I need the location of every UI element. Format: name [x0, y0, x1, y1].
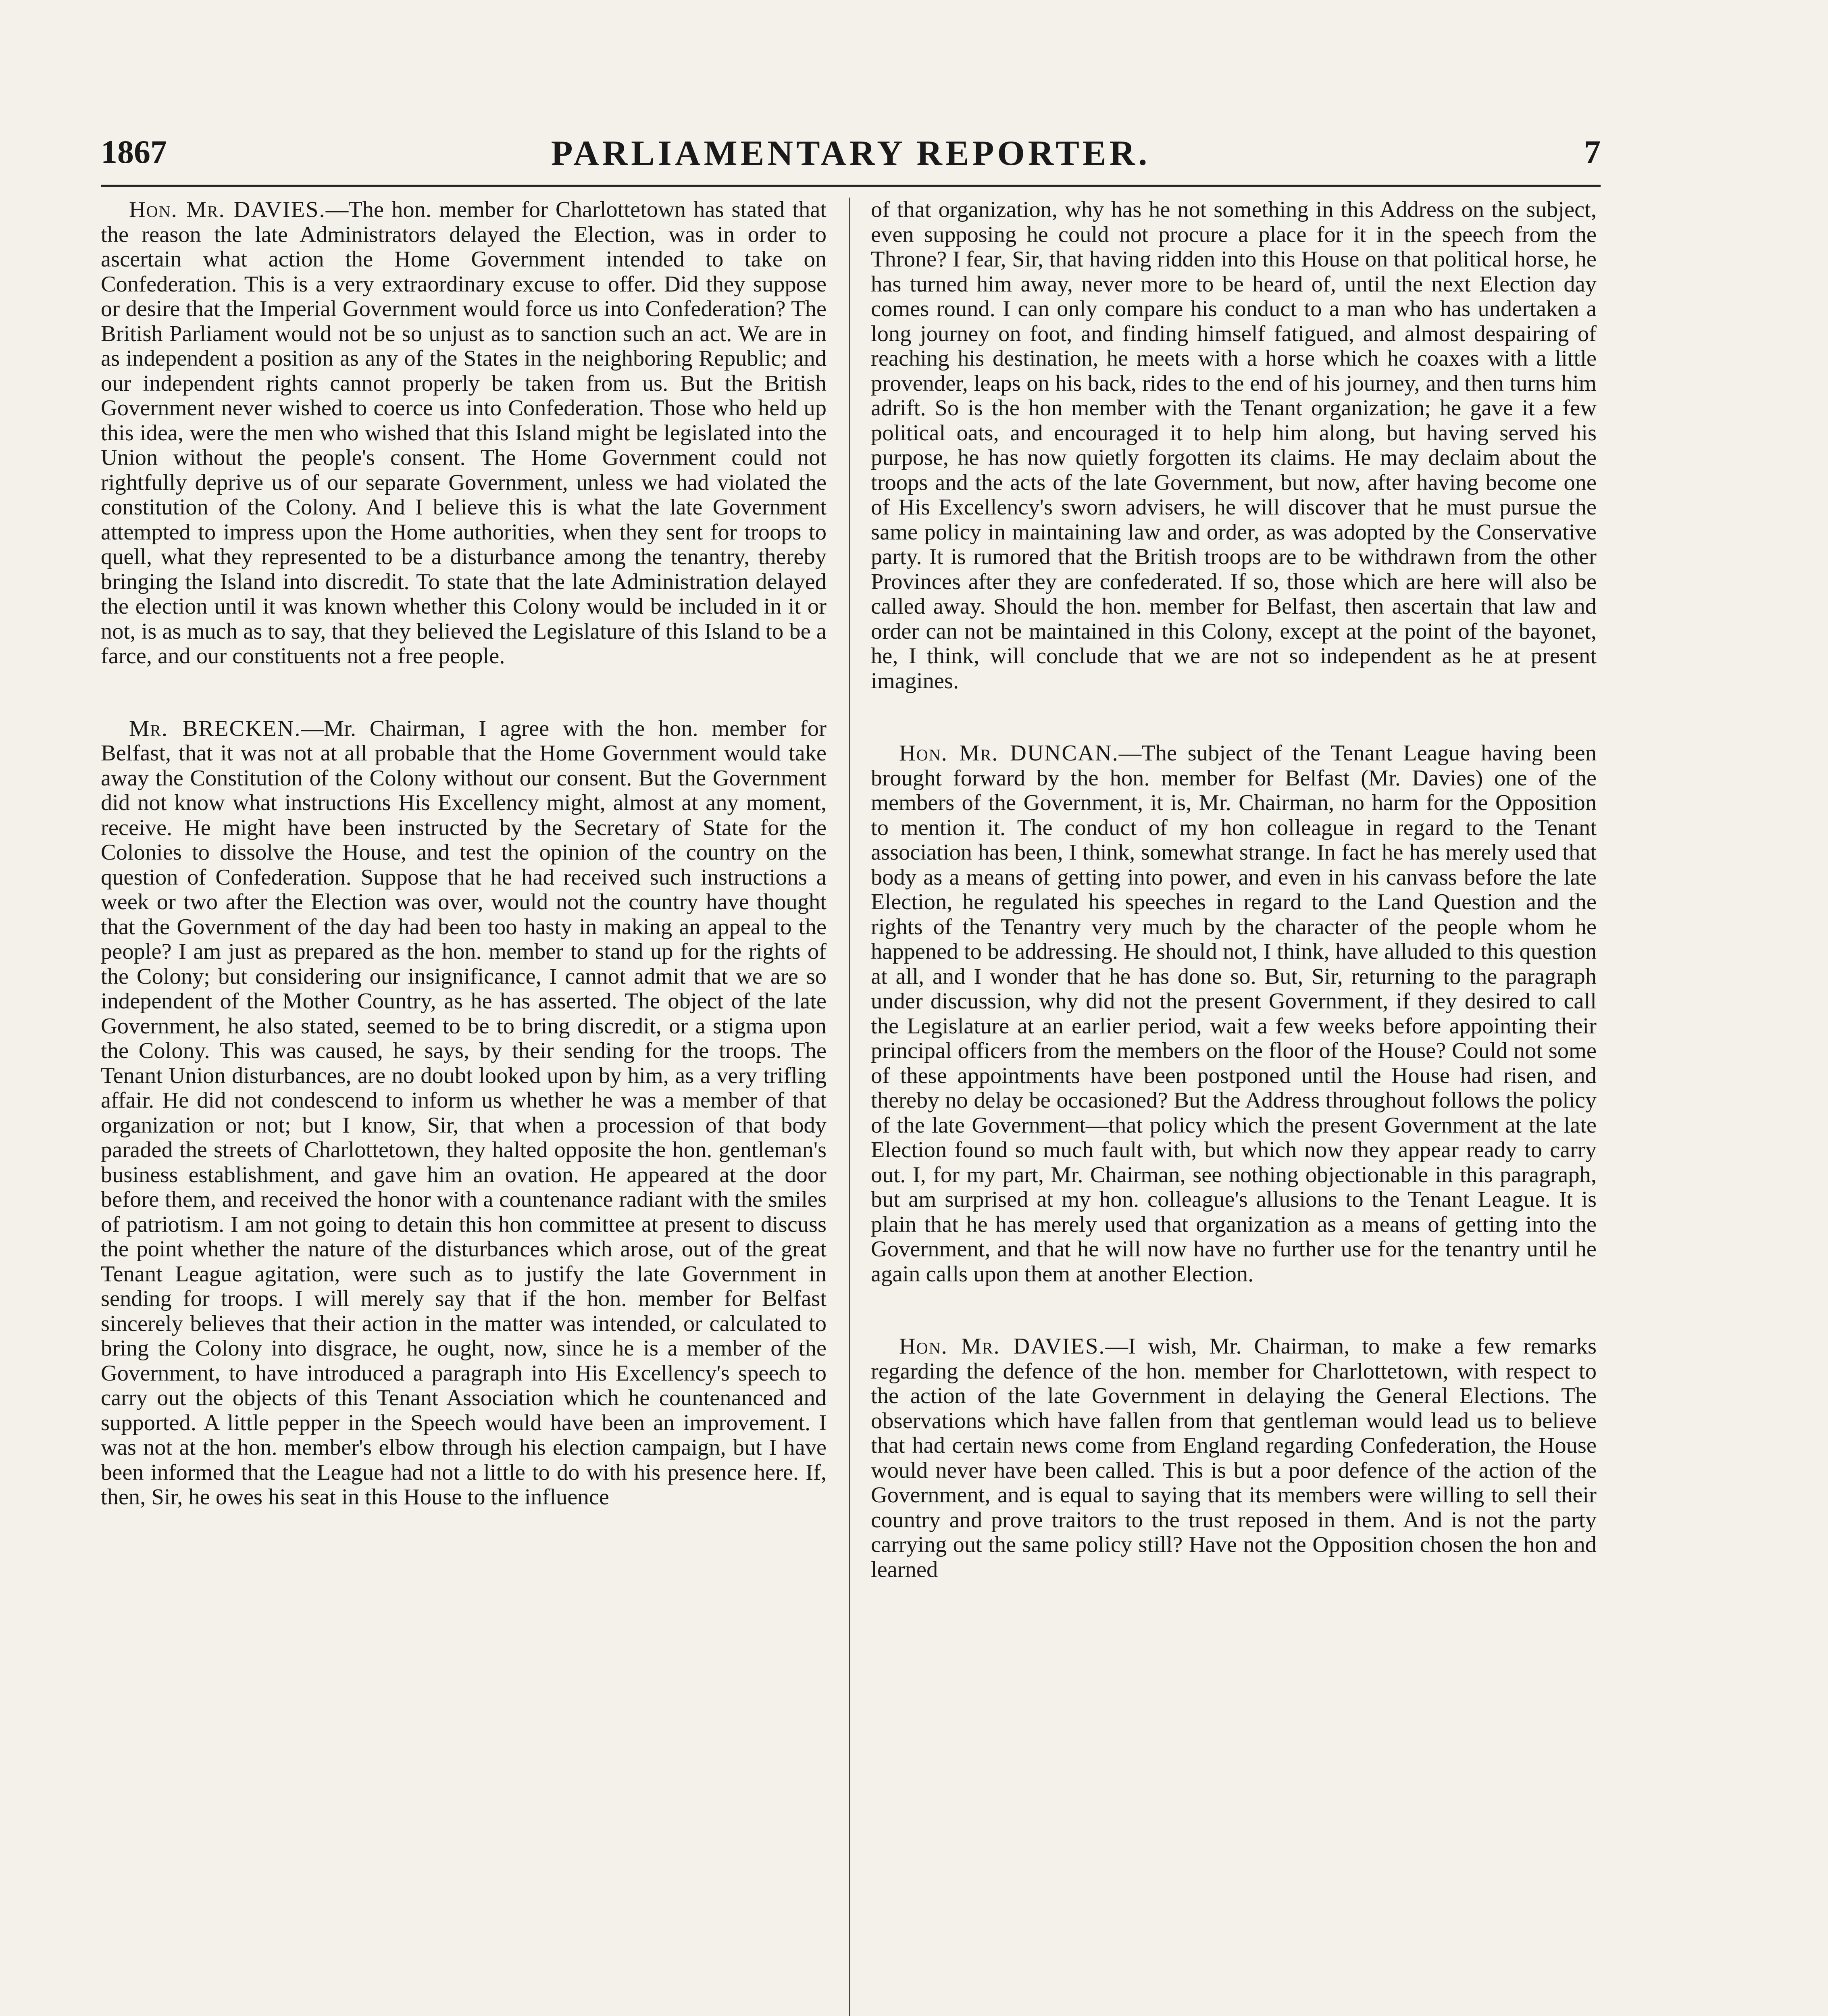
- left-column: [101, 198, 827, 1558]
- page-header: [101, 133, 1601, 185]
- speaker-name: Hon. Mr. DUNCAN.: [899, 741, 1119, 766]
- speech-brecken-continued: [871, 198, 1597, 694]
- speech-duncan: [871, 741, 1597, 1287]
- speaker-name: Mr. BRECKEN.: [129, 716, 301, 741]
- header-page-number: 7: [1584, 133, 1601, 170]
- speech-text: —The subject of the Tenant League having been brought forward by the hon. member for Belfast (Mr. Davies) one of the members of the Government, it is, Mr. Chairman, no harm for the Opposition to mention it. The conduct of my hon colleague in regard to the Tenant association has been, I think, somewhat strange. In fact he has merely used that body as a means of getting into power, and even in his canvass before the late Election, he regulated his speeches in regard to the Land Question and the rights of the Tenantry very much by the character of the people whom he happened to be addressing. He should not, I think, have alluded to this question at all, and I wonder that he has done so. But, Sir, returning to the paragraph under discussion, why did not the present Government, if they desired to call the Legislature at an earlier period, wait a few weeks before appointing their principal officers from the members on the floor of the House? Could not some of these appointments have been postponed until the House had risen, and thereby no delay be occasioned? But the Address throughout follows the policy of the late Government—that policy which the present Government at the late Election found so much fault with, but which now they appear ready to carry out. I, for my part, Mr. Chairman, see nothing objectionable in this paragraph, but am surprised at my hon. colleague's allusions to the Tenant League. It is plain that he has merely used that organization as a means of getting into the Government, and that he will now have no further use for the tenantry until he again calls upon them at another Election.: [871, 741, 1597, 1287]
- speech-text: —The hon. member for Charlottetown has stated that the reason the late Administrators delayed the Election, was in order to ascertain what action the Home Government intended to take on Confederation. This is a very extraordinary excuse to offer. Did they suppose or desire that the Imperial Government would force us into Confederation? The British Parliament would not be so unjust as to sanction such an act. We are in as independent a position as any of the States in the neighboring Republic; and our independent rights cannot properly be taken from us. But the British Government never wished to coerce us into Confederation. Those who held up this idea, were the men who wished that this Island might be legislated into the Union without the people's consent. The Home Government could not rightfully deprive us of our separate Government, unless we had violated the constitution of the Colony. And I believe this is what the late Government attempted to impress upon the Home authorities, when they sent for troops to quell, what they represented to be a disturbance among the tenantry, thereby bringing the Island into discredit. To state that the late Administration delayed the election until it was known whether this Colony would be included in it or not, is as much as to say, that they believed the Legislature of this Island to be a farce, and our constituents not a free people.: [101, 197, 827, 669]
- speech-text: of that organization, why has he not something in this Address on the subject, even supposing he could not procure a place for it in the speech from the Throne? I fear, Sir, that having ridden into this House on that political horse, he has turned him away, never more to be heard of, until the next Election day comes round. I can only compare his conduct to a man who has undertaken a long journey on foot, and finding himself fatigued, and almost despairing of reaching his destination, he meets with a horse which he coaxes with a little provender, leaps on his back, rides to the end of his journey, and then turns him adrift. So is the hon member with the Tenant organization; he gave it a few political oats, and encouraged it to help him along, but having served his purpose, he has now quietly forgotten its claims. He may declaim about the troops and the acts of the late Government, but now, after having become one of His Excellency's sworn advisers, he will discover that he must pursue the same policy in maintaining law and order, as was adopted by the Conservative party. It is rumored that the British troops are to be withdrawn from the other Provinces after they are confederated. If so, those which are here will also be called away. Should the hon. member for Belfast, then ascertain that law and order can not be maintained in this Colony, except at the point of the bayonet, he, I think, will conclude that we are not so independent as he at present imagines.: [871, 197, 1597, 694]
- speaker-name: Hon. Mr. DAVIES.: [129, 197, 326, 222]
- column-divider: [849, 198, 850, 2016]
- header-rule: [101, 185, 1601, 187]
- header-title: PARLIAMENTARY REPORTER.: [551, 134, 1151, 173]
- speaker-name: Hon. Mr. DAVIES.: [899, 1334, 1106, 1359]
- header-year: 1867: [101, 133, 167, 170]
- speech-text: —Mr. Chairman, I agree with the hon. member for Belfast, that it was not at all probable that the Home Government would take away the Constitution of the Colony without our consent. But the Government did not know what instructions His Excellency might, almost at any moment, receive. He might have been instructed by the Secretary of State for the Colonies to dissolve the House, and test the opinion of the country on the question of Confederation. Suppose that he had received such instructions a week or two after the Election was over, would not the country have thought that the Government of the day had been too hasty in making an appeal to the people? I am just as prepared as the hon. member to stand up for the rights of the Colony; but considering our insignificance, I cannot admit that we are so independent of the Mother Country, as he has asserted. The object of the late Government, he also stated, seemed to be to bring discredit, or a stigma upon the Colony. This was caused, he says, by their sending for the troops. The Tenant Union disturbances, are no doubt looked upon by him, as a very trifling affair. He did not condescend to inform us whether he was a member of that organization or not; but I know, Sir, that when a procession of that body paraded the streets of Charlottetown, they halted opposite the hon. gentleman's business establishment, and gave him an ovation. He appeared at the door before them, and received the honor with a countenance radiant with the smiles of patriotism. I am not going to detain this hon committee at present to discuss the point whether the nature of the disturbances which arose, out of the great Tenant League agitation, were such as to justify the late Government in sending for troops. I will merely say that if the hon. member for Belfast sincerely believes that their action in the matter was intended, or calculated to bring the Colony into disgrace, he ought, now, since he is a member of the Government, to have introduced a paragraph into His Excellency's speech to carry out the objects of this Tenant Association which he countenanced and supported. A little pepper in the Speech would have been an improvement. I was not at the hon. member's elbow through his election campaign, but I have been informed that the League had not a little to do with his presence here. If, then, Sir, he owes his seat in this House to the influence: [101, 716, 827, 1510]
- speech-davies-1: [101, 198, 827, 669]
- speech-brecken: [101, 716, 827, 1510]
- speech-text: —I wish, Mr. Chairman, to make a few remarks regarding the defence of the hon. member for Charlottetown, with respect to the action of the late Government in delaying the General Elections. The observations which have fallen from that gentleman would lead us to believe that had certain news come from England regarding Confederation, the House would never have been called. This is but a poor defence of the action of the Government, and is equal to saying that its members were willing to sell their country and prove traitors to the trust reposed in them. And is not the party carrying out the same policy still? Have not the Opposition chosen the hon and learned: [871, 1334, 1597, 1582]
- speech-davies-2: [871, 1334, 1597, 1582]
- right-column: [871, 198, 1597, 1630]
